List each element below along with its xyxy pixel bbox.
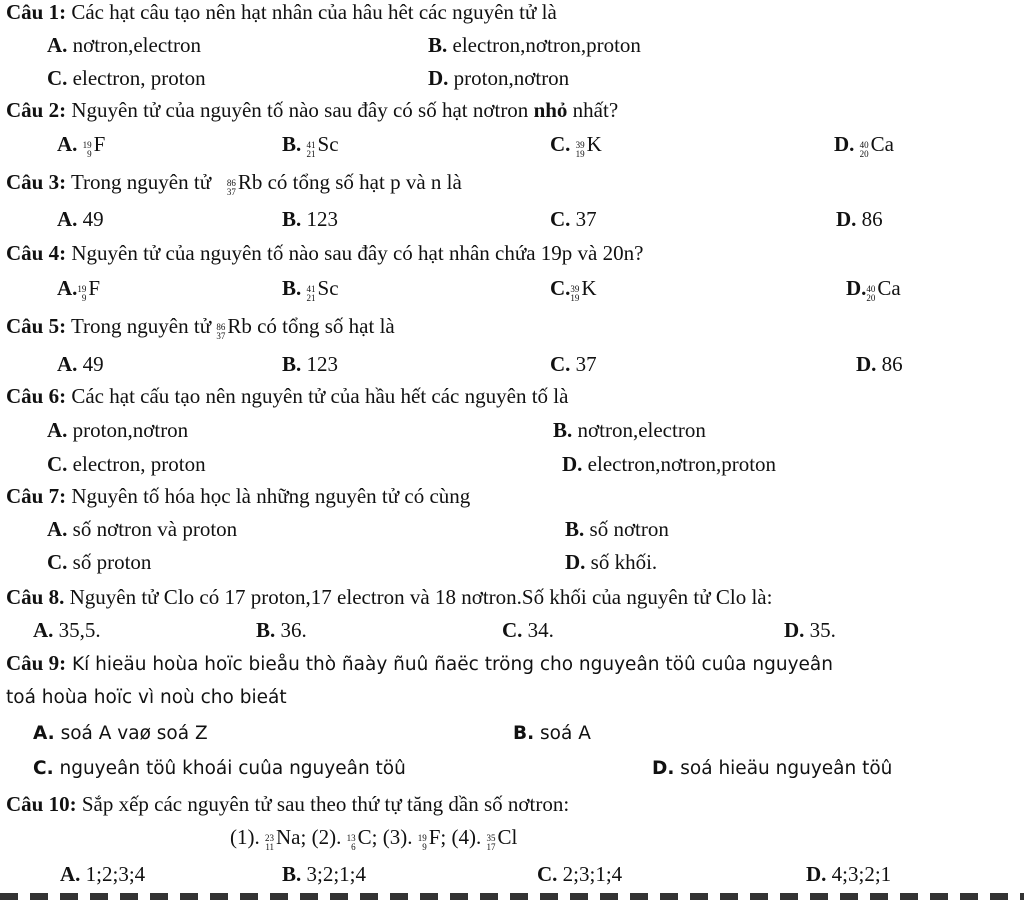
question-2-title: Câu 2: [6,98,67,122]
q9-option-b: B. soá A [513,723,591,744]
isotope-rb: 86 37 Rb [216,314,252,341]
question-4-title: Câu 4: [6,241,67,265]
cut-off-text-line [0,893,1024,900]
q6-option-b: B. nơtron,electron [553,418,706,442]
q4-option-d: D. 40 20 Ca [846,276,901,303]
q3-option-c: C. 37 [550,207,597,231]
q1-option-c: C. electron, proton [47,66,206,90]
question-1-title: Câu 1: [6,0,67,24]
question-7: Câu 7: Nguyên tố hóa học là những nguyên tử có cùng [6,484,471,508]
q2-option-c: C. 39 19 K [550,132,602,159]
question-6-title: Câu 6: [6,384,67,408]
q5-option-b: B. 123 [282,352,339,376]
q3-option-a: A. 49 [57,207,104,231]
q3-option-b: B. 123 [282,207,339,231]
q2-option-d: D. 40 20 Ca [834,132,894,159]
q9-option-d: D. soá hieäu nguyeân töû [652,758,893,779]
q10-option-a: A. 1;2;3;4 [60,862,146,886]
isotope-rb: 86 37 Rb [226,170,263,197]
question-4: Câu 4: Nguyên tử của nguyên tố nào sau đây có hạt nhân chứa 19p và 20n? [6,241,644,265]
q8-option-a: A. 35,5. [33,618,101,642]
q2-option-a: A. 19 9 F [57,132,106,159]
q1-option-a: A. nơtron,electron [47,33,201,57]
question-5-title: Câu 5: [6,314,67,338]
q6-option-a: A. proton,nơtron [47,418,189,442]
q10-item-list: (1). 23 11 Na ; (2). 13 6 C ; (3). 19 9 F ; (4). 35 17 Cl [230,825,518,852]
q1-option-b: B. electron,nơtron,proton [428,33,641,57]
q6-option-c: C. electron, proton [47,452,206,476]
question-8: Câu 8. Nguyên tử Clo có 17 proton,17 electron và 18 nơtron.Số khối của nguyên tử Clo là: [6,585,773,609]
question-1 [6,0,557,25]
q5-option-d: D. 86 [856,352,903,376]
question-8-title: Câu 8. [6,585,65,609]
q10-option-b: B. 3;2;1;4 [282,862,367,886]
q10-option-d: D. 4;3;2;1 [806,862,892,886]
question-6: Câu 6: Các hạt cấu tạo nên nguyên tử của hầu hết các nguyên tố là [6,384,569,408]
q9-option-c: C. nguyeân töû khoái cuûa nguyeân töû [33,758,406,779]
q9-option-a: A. soá A vaø soá Z [33,723,208,744]
question-7-title: Câu 7: [6,484,67,508]
q4-option-c: C. 39 19 K [550,276,597,303]
q5-option-c: C. 37 [550,352,597,376]
q10-option-c: C. 2;3;1;4 [537,862,623,886]
question-1-text: Các hạt câu tạo nên hạt nhân của hâu hêt các nguyên tử là [66,0,557,24]
q4-option-b: B. 41 21 Sc [282,276,339,303]
question-3-title: Câu 3: [6,170,67,194]
q8-option-c: C. 34. [502,618,554,642]
q7-option-c: C. số proton [47,550,152,574]
q8-option-d: D. 35. [784,618,836,642]
question-2: Câu 2: Nguyên tử của nguyên tố nào sau đây có số hạt nơtron nhỏ nhất? [6,98,619,122]
question-5: Câu 5: Trong nguyên tử 86 37 Rb có tổng số hạt là [6,314,395,344]
q7-option-a: A. số nơtron và proton [47,517,238,541]
question-9-line-2: toá hoùa hoïc vì noù cho bieát [6,687,287,708]
q6-option-d: D. electron,nơtron,proton [562,452,777,476]
q7-option-b: B. số nơtron [565,517,669,541]
q7-option-d: D. số khối. [565,550,658,574]
q2-option-b: B. 41 21 Sc [282,132,339,159]
q5-option-a: A. 49 [57,352,104,376]
question-10: Câu 10: Sắp xếp các nguyên tử sau theo thứ tự tăng dần số nơtron: [6,792,570,816]
question-3: Câu 3: Trong nguyên tử 86 37 Rb có tổng số hạt p và n là [6,170,462,200]
question-9: Câu 9: Kí hieäu hoùa hoïc bieåu thò ñaày ñuû ñaëc tröng cho nguyeân töû cuûa nguyeân [6,651,833,675]
q8-option-b: B. 36. [256,618,307,642]
q1-option-d: D. proton,nơtron [428,66,570,90]
q3-option-d: D. 86 [836,207,883,231]
question-10-title: Câu 10: [6,792,77,816]
question-9-title: Câu 9: [6,651,67,675]
q4-option-a: A. 19 9 F [57,276,101,303]
